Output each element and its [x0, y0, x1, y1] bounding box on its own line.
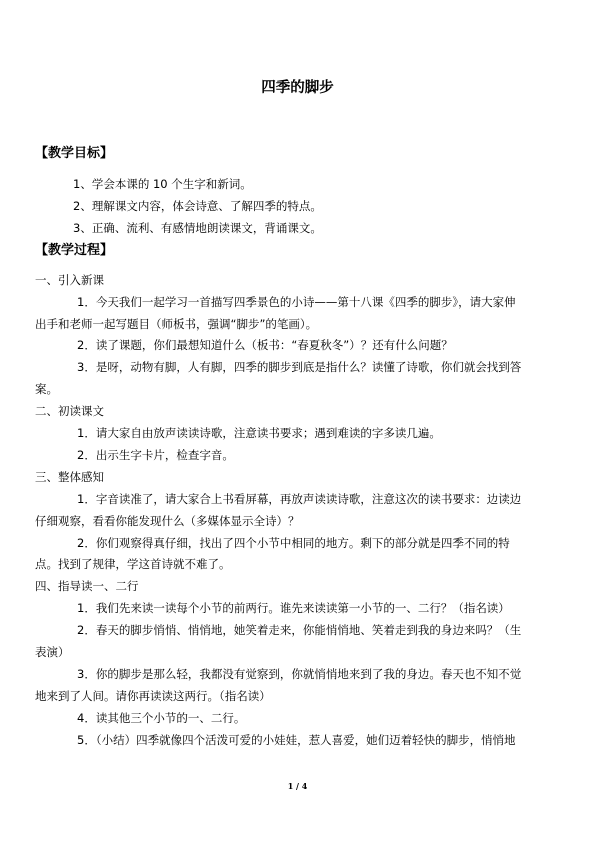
paragraph-line: 2．出示生字卡片，检查字音。: [77, 448, 234, 462]
section-heading: 四、指导读一、二行: [35, 579, 139, 593]
paragraph-line: 案。: [35, 382, 58, 396]
process-heading: 【教学过程】: [35, 243, 114, 258]
objective-item: 2、理解课文内容，体会诗意、了解四季的特点。: [73, 199, 322, 213]
paragraph-line: 1．今天我们一起学习一首描写四季景色的小诗——第十八课《四季的脚步》，请大家伸: [77, 295, 516, 309]
paragraph-line: 出手和老师一起写题目（师板书，强调“脚步”的笔画）。: [35, 317, 318, 331]
objective-item: 3、正确、流利、有感情地朗读课文，背诵课文。: [73, 221, 322, 235]
paragraph-line: 表演）: [35, 645, 70, 659]
paragraph-line: 1．我们先来读一读每个小节的前两行。谁先来读读第一小节的一、二行？（指名读）: [77, 601, 510, 615]
paragraph-line: 2．你们观察得真仔细，找出了四个小节中相同的地方。剩下的部分就是四季不同的特: [77, 536, 510, 550]
section-heading: 二、初读课文: [35, 404, 104, 418]
paragraph-line: 2．春天的脚步悄悄、悄悄地，她笑着走来，你能悄悄地、笑着走到我的身边来吗？（生: [77, 623, 522, 637]
paragraph-line: 3．是呀，动物有脚，人有脚，四季的脚步到底是指什么？读懂了诗歌，你们就会找到答: [77, 360, 522, 374]
document-title: 四季的脚步: [261, 80, 334, 96]
paragraph-line: 地来到了人间。请你再读读这两行。（指名读）: [35, 689, 271, 703]
paragraph-line: 4．读其他三个小节的一、二行。: [77, 711, 246, 725]
paragraph-line: 1．字音读准了，请大家合上书看屏幕，再放声读读诗歌，注意这次的读书要求：边读边: [77, 492, 522, 506]
objective-item: 1、学会本课的 10 个生字和新词。: [73, 177, 252, 191]
paragraph-line: 2．读了课题，你们最想知道什么（板书：“春夏秋冬”）？还有什么问题？: [77, 338, 453, 352]
paragraph-line: 点。找到了规律，学这首诗就不难了。: [35, 557, 231, 571]
section-heading: 三、整体感知: [35, 470, 104, 484]
section-heading: 一、引入新课: [35, 273, 104, 287]
paragraph-line: 仔细观察，看看你能发现什么（多媒体显示全诗）？: [35, 514, 300, 528]
page-number: 1 / 4: [287, 781, 308, 791]
paragraph-line: 1．请大家自由放声读读诗歌，注意读书要求；遇到难读的字多读几遍。: [77, 426, 441, 440]
objectives-heading: 【教学目标】: [35, 146, 114, 161]
paragraph-line: 3．你的脚步是那么轻，我都没有觉察到，你就悄悄地来到了我的身边。春天也不知不觉: [77, 667, 522, 681]
paragraph-line: 5．（小结）四季就像四个活泼可爱的小娃娃，惹人喜爱，她们迈着轻快的脚步，悄悄地: [77, 733, 516, 747]
